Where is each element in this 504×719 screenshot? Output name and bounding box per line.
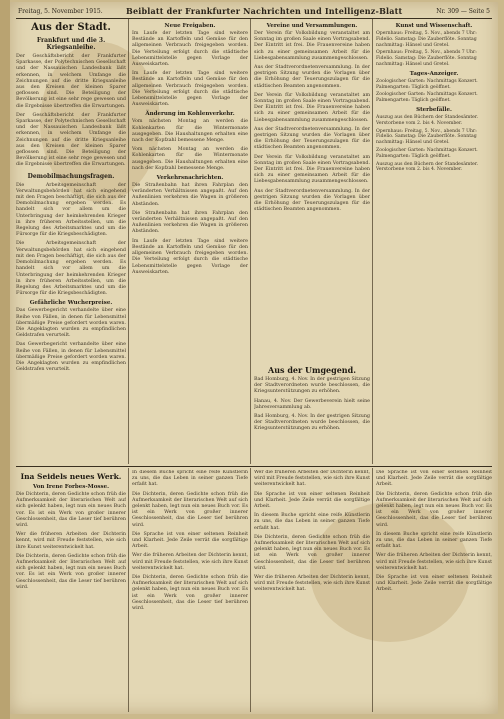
- article-heading: Änderung im Kohlenverkehr.: [145, 111, 235, 118]
- column-rule: [372, 19, 373, 464]
- article-text: Der Verein für Volksbildung veranstaltet am Sonntag im großen Saale einen Vortragsabend. Der Eintritt ist frei. Die Frauenvereine haben sich zu einer gemeinsamen Arbeit für die Liebesgabensammlung zusammengeschlossen.: [254, 92, 370, 123]
- article-text: Das Gewerbegericht verhandelte über eine Reihe von Fällen, in denen für Lebensmittel übermäßige Preise gefordert worden waren. Die Angeklagten wurden zu empfindlichen Geldstrafen verurteilt.: [16, 342, 126, 373]
- article-text: Die Sprache ist von einer seltenen Reinheit und Klarheit. Jede Zeile verrät die sorgfältige Arbeit.: [376, 470, 492, 488]
- article-text: In diesem Buche spricht eine reife Künstlerin zu uns, die das Leben in seiner ganzen Tiefe erfaßt hat.: [132, 470, 248, 488]
- article-text: Die Sprache ist von einer seltenen Reinheit und Klarheit. Jede Zeile verrät die sorgfältige Arbeit.: [254, 491, 370, 510]
- page-header: [16, 6, 492, 19]
- column-2: [132, 20, 248, 464]
- column-rule: [250, 468, 251, 712]
- article-text: Vom nächsten Montag an werden die Kohlenkarten für die Wintermonate ausgegeben. Die Haushaltungen erhalten eine nach der Kopfzahl bemessene Menge.: [132, 119, 248, 144]
- header-page-number: Nr. 309 — Seite 5: [436, 8, 490, 15]
- article-heading: Vereine und Versammlungen.: [266, 23, 358, 29]
- article-text: Aus der Stadtverordnetenversammlung. In der gestrigen Sitzung wurden die Vorlagen über die Erhöhung der Teuerungszulagen für die städtischen Beamten angenommen.: [254, 188, 370, 213]
- article-text: Die Dichterin, deren Gedichte schon früh die Aufmerksamkeit der literarischen Welt auf sich gelenkt haben, legt nun ein neues Buch vor. Es ist ein Werk von großer innerer Geschlossenheit, das die Leser tief berühren wird.: [132, 491, 248, 528]
- article-heading: Kunst und Wissenschaft.: [395, 23, 473, 29]
- feuilleton-column-1: [16, 470, 126, 712]
- article-text: Hanau, 4. Nov. Der Gewerbeverein hielt seine Jahresversammlung ab.: [254, 398, 370, 410]
- article-text: Die Dichterin, deren Gedichte schon früh die Aufmerksamkeit der literarischen Welt auf sich gelenkt haben, legt nun ein neues Buch vor. Es ist ein Werk von großer innerer Geschlossenheit, das die Leser tief berühren wird.: [132, 575, 248, 612]
- article-text: Zoologischer Garten: Nachmittags Konzert. Palmengarten: Täglich geöffnet.: [376, 92, 478, 104]
- article-text: Opernhaus: Freitag, 5. Nov., abends 7 Uhr: Fidelio. Samstag: Die Zauberflöte. Sonntag nachmittag: Hänsel und Gretel.: [376, 128, 477, 146]
- article-text: Die Straßenbahn hat ihren Fahrplan den veränderten Verhältnissen angepaßt. Auf den Außenlinien verkehren die Wagen in größeren Abständen.: [132, 210, 248, 235]
- article-text: Im Laufe der letzten Tage sind weitere Bestände an Kartoffeln und Gemüse für den allgemeinen Verbrauch freigegeben worden. Die Verteilung erfolgt durch die städtische Lebensmittelstelle gegen Vorlage der Ausweiskarten.: [132, 238, 248, 275]
- article-text: Im Laufe der letzten Tage sind weitere Bestände an Kartoffeln und Gemüse für den allgemeinen Verbrauch freigegeben worden. Die Verteilung erfolgt durch die städtische Lebensmittelstelle gegen Vorlage der Ausweiskarten.: [132, 31, 248, 68]
- column-rule: [250, 19, 251, 464]
- feuilleton-author: Von Irene Forbes-Mosse.: [33, 484, 109, 490]
- newspaper-page: [10, 2, 498, 714]
- article-text: Wer die früheren Arbeiten der Dichterin kennt, wird mit Freude feststellen, wie sich ihre Kunst weiterentwickelt hat.: [16, 532, 126, 550]
- article-text: Wer die früheren Arbeiten der Dichterin kennt, wird mit Freude feststellen, wie sich ihre Kunst weiterentwickelt hat.: [254, 575, 370, 593]
- section-title: Aus der Stadt.: [31, 22, 111, 33]
- article-text: Zoologischer Garten: Nachmittags Konzert. Palmengarten: Täglich geöffnet.: [376, 78, 478, 90]
- section-title: Aus der Umgegend.: [268, 365, 356, 375]
- article-heading: Neue Freigaben.: [164, 23, 216, 29]
- feuilleton-column-3: [254, 470, 370, 712]
- article-text: Das Gewerbegericht verhandelte über eine Reihe von Fällen, in denen für Lebensmittel übermäßige Preise gefordert worden waren. Die Angeklagten wurden zu empfindlichen Geldstrafen verurteilt.: [16, 308, 126, 339]
- article-heading: Sterbefälle.: [416, 106, 452, 113]
- article-text: Die Sprache ist von einer seltenen Reinheit und Klarheit. Jede Zeile verrät die sorgfältige Arbeit.: [376, 575, 492, 593]
- column-4: [376, 20, 492, 464]
- article-text: Zoologischer Garten: Nachmittags Konzert. Palmengarten: Täglich geöffnet.: [376, 147, 478, 159]
- article-heading: Demobilmachungsfragen.: [27, 172, 115, 180]
- article-text: Die Dichterin, deren Gedichte schon früh die Aufmerksamkeit der literarischen Welt auf sich gelenkt haben, legt nun ein neues Buch vor. Es ist ein Werk von großer innerer Geschlossenheit, das die Leser tief berühren wird.: [16, 553, 126, 590]
- article-text: Wer die früheren Arbeiten der Dichterin kennt, wird mit Freude feststellen, wie sich ihre Kunst weiterentwickelt hat.: [132, 553, 248, 571]
- article-heading: Tages-Anzeiger.: [409, 70, 459, 77]
- column-rule: [372, 468, 373, 712]
- article-text: Wer die früheren Arbeiten der Dichterin kennt, wird mit Freude feststellen, wie sich ihre Kunst weiterentwickelt hat.: [254, 470, 370, 488]
- column-3: [254, 20, 370, 360]
- article-text: Bad Homburg, 4. Nov. In der gestrigen Sitzung der Stadtverordneten wurde beschlossen, die Kriegsunterstützungen zu erhöhen.: [254, 377, 370, 395]
- article-text: Der Geschäftsbericht der Frankfurter Sparkasse, der Polytechnischen Gesellschaft und der Nassauischen Landesbank läßt erkennen, in welchem Umfange die Zeichnungen auf die dritte Kriegsanleihe aus den Kreisen der kleinen Sparer geflossen sind. Die Beteiligung der Bevölkerung ist eine sehr rege gewesen und die Ergebnisse übertreffen die Erwartungen.: [16, 54, 126, 109]
- article-text: Opernhaus: Freitag, 5. Nov., abends 7 Uhr: Fidelio. Samstag: Die Zauberflöte. Sonntag nachmittag: Hänsel und Gretel.: [376, 31, 477, 48]
- article-heading: Frankfurt und die 3. Kriegsanleihe.: [36, 37, 106, 51]
- article-text: Auszug aus den Büchern der Standesämter. Verstorbene vom 2. bis 4. November.: [376, 161, 479, 173]
- header-date: Freitag, 5. November 1915.: [18, 8, 103, 15]
- article-text: Die Dichterin, deren Gedichte schon früh die Aufmerksamkeit der literarischen Welt auf sich gelenkt haben, legt nun ein neues Buch vor. Es ist ein Werk von großer innerer Geschlossenheit, das die Leser tief berühren wird.: [376, 491, 492, 528]
- article-text: Auszug aus den Büchern der Standesämter. Verstorbene vom 2. bis 4. November.: [376, 114, 479, 126]
- article-text: Opernhaus: Freitag, 5. Nov., abends 7 Uhr: Fidelio. Samstag: Die Zauberflöte. Sonntag nachmittag: Hänsel und Gretel.: [376, 50, 477, 67]
- article-text: Im Laufe der letzten Tage sind weitere Bestände an Kartoffeln und Gemüse für den allgemeinen Verbrauch freigegeben worden. Die Verteilung erfolgt durch die städtische Lebensmittelstelle gegen Vorlage der Ausweiskarten.: [132, 71, 248, 108]
- article-text: Aus der Stadtverordnetenversammlung. In der gestrigen Sitzung wurden die Vorlagen über die Erhöhung der Teuerungszulagen für die städtischen Beamten angenommen.: [254, 65, 370, 89]
- book-binding-edge: [0, 0, 10, 719]
- article-text: Die Dichterin, deren Gedichte schon früh die Aufmerksamkeit der literarischen Welt auf sich gelenkt haben, legt nun ein neues Buch vor. Es ist ein Werk von großer innerer Geschlossenheit, das die Leser tief berühren wird.: [16, 492, 126, 529]
- section-aus-der-umgegend: [254, 362, 370, 464]
- feuilleton-title: Ina Seidels neues Werk.: [20, 472, 122, 481]
- article-text: Die Straßenbahn hat ihren Fahrplan den veränderten Verhältnissen angepaßt. Auf den Außenlinien verkehren die Wagen in größeren Abständen.: [132, 183, 248, 207]
- column-rule: [128, 468, 129, 712]
- article-text: Wer die früheren Arbeiten der Dichterin kennt, wird mit Freude feststellen, wie sich ihre Kunst weiterentwickelt hat.: [376, 553, 492, 571]
- article-text: Die Dichterin, deren Gedichte schon früh die Aufmerksamkeit der literarischen Welt auf sich gelenkt haben, legt nun ein neues Buch vor. Es ist ein Werk von großer innerer Geschlossenheit, das die Leser tief berühren wird.: [254, 534, 370, 571]
- feuilleton-column-2: [132, 470, 248, 712]
- section-divider: [16, 466, 492, 467]
- article-text: Aus der Stadtverordnetenversammlung. In der gestrigen Sitzung wurden die Vorlagen über die Erhöhung der Teuerungszulagen für die städtischen Beamten angenommen.: [254, 126, 370, 151]
- article-text: Der Verein für Volksbildung veranstaltet am Sonntag im großen Saale einen Vortragsabend. Der Eintritt ist frei. Die Frauenvereine haben sich zu einer gemeinsamen Arbeit für die Liebesgabensammlung zusammengeschlossen.: [254, 31, 370, 61]
- header-title: Beiblatt der Frankfurter Nachrichten und Intelligenz-Blatt: [126, 6, 403, 16]
- feuilleton-column-4: [376, 470, 492, 712]
- column-aus-der-stadt: [16, 20, 126, 464]
- article-heading: Gefährliche Wucherpreise.: [29, 300, 113, 307]
- article-text: Bad Homburg, 4. Nov. In der gestrigen Sitzung der Stadtverordneten wurde beschlossen, die Kriegsunterstützungen zu erhöhen.: [254, 414, 370, 432]
- article-text: Der Geschäftsbericht der Frankfurter Sparkasse, der Polytechnischen Gesellschaft und der Nassauischen Landesbank läßt erkennen, in welchem Umfange die Zeichnungen auf die dritte Kriegsanleihe aus den Kreisen der kleinen Sparer geflossen sind. Die Beteiligung der Bevölkerung ist eine sehr rege gewesen und die Ergebnisse übertreffen die Erwartungen.: [16, 112, 126, 168]
- article-heading: Verkehrsnachrichten.: [156, 175, 224, 182]
- column-rule: [128, 19, 129, 464]
- article-text: Vom nächsten Montag an werden die Kohlenkarten für die Wintermonate ausgegeben. Die Haushaltungen erhalten eine nach der Kopfzahl bemessene Menge.: [132, 147, 248, 171]
- article-text: Die Arbeitsgemeinschaft der Verwaltungsbehörden hat sich eingehend mit den Fragen beschäftigt, die sich aus der Demobilmachung ergeben werden. Es handelt sich vor allem um die Unterbringung der heimkehrenden Krieger in ihre früheren Arbeitsstellen, um die Regelung des Arbeitsmarktes und um die Fürsorge für die Kriegsbeschädigten.: [16, 182, 126, 238]
- article-text: Die Sprache ist von einer seltenen Reinheit und Klarheit. Jede Zeile verrät die sorgfältige Arbeit.: [132, 531, 248, 550]
- article-text: Der Verein für Volksbildung veranstaltet am Sonntag im großen Saale einen Vortragsabend. Der Eintritt ist frei. Die Frauenvereine haben sich zu einer gemeinsamen Arbeit für die Liebesgabensammlung zusammengeschlossen.: [254, 154, 370, 185]
- article-text: Die Arbeitsgemeinschaft der Verwaltungsbehörden hat sich eingehend mit den Fragen beschäftigt, die sich aus der Demobilmachung ergeben werden. Es handelt sich vor allem um die Unterbringung der heimkehrenden Krieger in ihre früheren Arbeitsstellen, um die Regelung des Arbeitsmarktes und um die Fürsorge für die Kriegsbeschädigten.: [16, 241, 126, 297]
- article-text: In diesem Buche spricht eine reife Künstlerin zu uns, die das Leben in seiner ganzen Tiefe erfaßt hat.: [254, 513, 370, 531]
- article-text: In diesem Buche spricht eine reife Künstlerin zu uns, die das Leben in seiner ganzen Tiefe erfaßt hat.: [376, 531, 492, 550]
